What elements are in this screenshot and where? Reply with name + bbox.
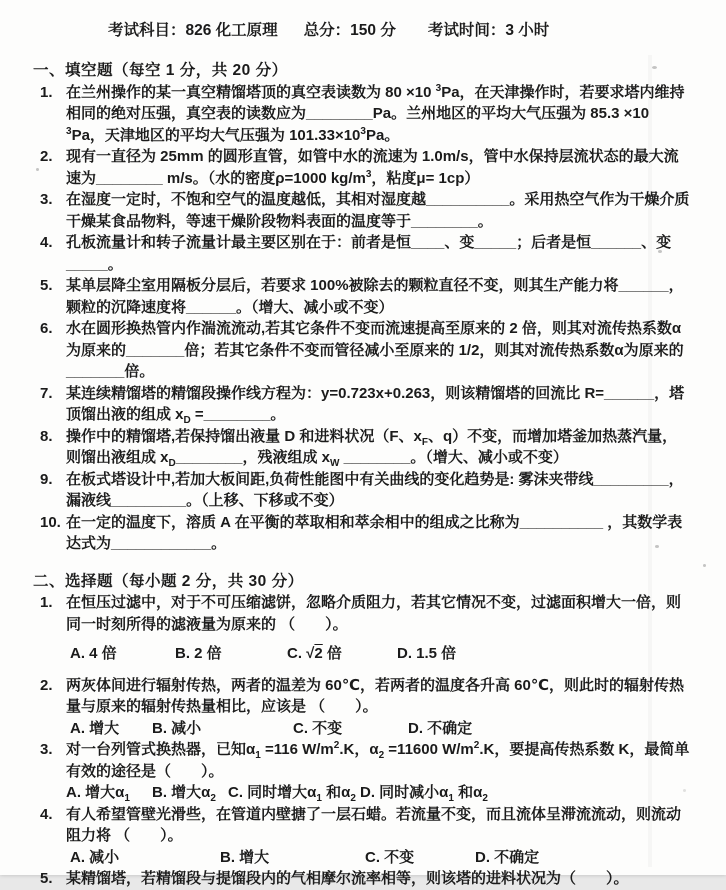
question-number: 5. <box>40 870 53 887</box>
question-text: 有人希望管壁光滑些，在管道内壁搪了一层石蜡。若流量不变，而且流体呈滞流流动，则流动阻力将 （ ）。 <box>66 805 682 844</box>
question-number: 2. <box>40 148 53 165</box>
question-item <box>40 275 692 318</box>
question-number: 1. <box>40 83 53 101</box>
question-number: 4. <box>40 805 53 823</box>
question-item <box>40 318 692 383</box>
exam-duration: 考试时间：3 小时 <box>427 22 550 39</box>
question-number: 7. <box>40 384 53 402</box>
question-item <box>40 739 692 782</box>
option-d: D. 不确定 <box>475 848 540 866</box>
section-1-title: 一、填空题（每空 1 分，共 20 分） <box>33 62 288 79</box>
option-b: B. 增大 <box>220 848 270 866</box>
question-number: 9. <box>40 470 53 488</box>
question-item <box>40 469 692 512</box>
question-item <box>40 383 692 426</box>
option-b: B. 2 倍 <box>175 645 222 662</box>
option-d: D. 不确定 <box>408 719 473 737</box>
question-item <box>40 146 692 189</box>
option-a: A. 增大$\alpha_1$ <box>66 784 130 804</box>
options-row <box>70 847 692 869</box>
options-row <box>66 782 692 804</box>
question-text: 在兰州操作的某一真空精馏塔顶的真空表读数为 80 ×10 $^3$Pa，在天津操作时，若要求塔内维持相同的绝对压强，真空表的读数应为________Pa。兰州地区的平均大气压强为 85.3 ×10 $^3$Pa，天津地区的平均大气压强为 $101.33\times 10^3Pa$。 <box>66 82 685 144</box>
option-a: A. 增大 <box>70 719 120 737</box>
option-c: C. 同时增大$\alpha_1$ 和$\alpha_2$ <box>228 784 356 804</box>
question-number: 1. <box>40 594 53 611</box>
scan-artifact <box>36 168 39 171</box>
option-d: D. 同时减小$\alpha_1$ 和$\alpha_2$ <box>360 784 488 804</box>
options-row <box>70 643 692 665</box>
question-number: 3. <box>40 741 53 758</box>
question-text: 在恒压过滤中，对于不可压缩滤饼，忽略介质阻力，若其它情况不变，过滤面积增大一倍，则同一时刻所得的滤液量为原来的 （ ）。 <box>66 594 682 633</box>
question-item <box>40 512 692 555</box>
question-text: 某精馏塔，若精馏段与提馏段内的气相摩尔流率相等，则该塔的进料状况为（ ）。 <box>66 870 629 887</box>
option-b: B. 增大$\alpha_2$ <box>152 784 216 804</box>
question-text: 孔板流量计和转子流量计最主要区别在于：前者是恒____、变_____；后者是恒______、变_____。 <box>66 234 672 273</box>
question-item <box>40 426 692 469</box>
question-number: 8. <box>40 427 53 445</box>
option-b: B. 减小 <box>152 719 202 737</box>
exam-header <box>0 0 726 40</box>
options-row <box>70 718 692 740</box>
question-item <box>40 189 692 232</box>
question-text: 在湿度一定时，不饱和空气的温度越低，其相对湿度越__________。采用热空气作为干燥介质干燥某食品物料，等速干燥阶段物料表面的温度等于________。 <box>66 191 690 230</box>
question-number: 4. <box>40 234 53 251</box>
question-item <box>40 592 692 635</box>
question-text: 现有一直径为 25mm 的圆形直管，如管中水的流速为 1.0m/s，管中水保持层流状态的最大流速为________ m/s。（水的密度ρ=1000 $kg/m^3$，粘度μ= 1cp） <box>66 148 679 187</box>
section-2-title: 二、选择题（每小题 2 分，共 30 分） <box>33 572 304 590</box>
question-number: 6. <box>40 320 53 337</box>
question-text: 在一定的温度下，溶质 A 在平衡的萃取相和萃余相中的组成之比称为__________ ，其数学表达式为____________。 <box>66 513 683 552</box>
question-number: 10. <box>40 513 61 531</box>
option-d: D. 1.5 倍 <box>397 645 457 662</box>
exam-total-score: 总分：150 分 <box>303 22 396 39</box>
question-text: 水在圆形换热管内作湍流流动,若其它条件不变而流速提高至原来的 2 倍，则其对流传热系数α为原来的_______倍；若其它条件不变而管径减小至原来的 1/2，则其对流传热系数α为原来的_______倍。 <box>66 320 684 380</box>
question-item <box>40 868 692 890</box>
exam-body <box>33 60 692 890</box>
question-number: 5. <box>40 277 53 294</box>
question-text: 两灰体间进行辐射传热，两者的温差为 60℃，若两者的温度各升高 60℃，则此时的辐射传热量与原来的辐射传热量相比，应该是 （ ）。 <box>66 676 685 715</box>
question-item <box>40 675 692 718</box>
option-c: C. 不变 <box>293 719 343 737</box>
scan-artifact <box>703 564 706 567</box>
question-number: 3. <box>40 191 53 208</box>
question-text: 某单层降尘室用隔板分层后，若要求 100%被除去的颗粒直径不变，则其生产能力将______，颗粒的沉降速度将______。（增大、减小或不变） <box>66 277 684 316</box>
question-number: 2. <box>40 676 53 694</box>
option-c: C. 不变 <box>365 848 415 866</box>
option-a: A. 4 倍 <box>70 645 117 662</box>
option-c: C. √2 倍 <box>287 645 342 662</box>
question-text: 在板式塔设计中,若加大板间距,负荷性能图中有关曲线的变化趋势是: 雾沫夹带线_________，漏液线_________。（上移、下移或不变） <box>66 470 684 509</box>
option-a: A. 减小 <box>70 848 120 866</box>
question-item <box>40 804 692 847</box>
exam-subject: 考试科目：826 化工原理 <box>108 22 278 39</box>
question-text: 操作中的精馏塔,若保持馏出液量 D 和进料状况（F、$x_F$、q）不变，而增加塔釜加热蒸汽量，则馏出液组成 $x_D\_\_\_\_\_\_\_\_$，残液组成 $x_W$ ________。（增大、减小或不变） <box>66 427 678 469</box>
question-item <box>40 82 692 147</box>
question-text: 对一台列管式换热器，已知$\alpha_1 =116$ $W/m^2.K$，$\alpha_2 =11600$ $W/m^2.K$，要提高传热系数 K，最简单有效的途径是（ ）。 <box>66 740 690 780</box>
question-item <box>40 232 692 275</box>
question-text: 某连续精馏塔的精馏段操作线方程为：y=0.723x+0.263，则该精馏塔的回流比 R=______，塔顶馏出液的组成 $x_D$ =________。 <box>66 384 685 426</box>
